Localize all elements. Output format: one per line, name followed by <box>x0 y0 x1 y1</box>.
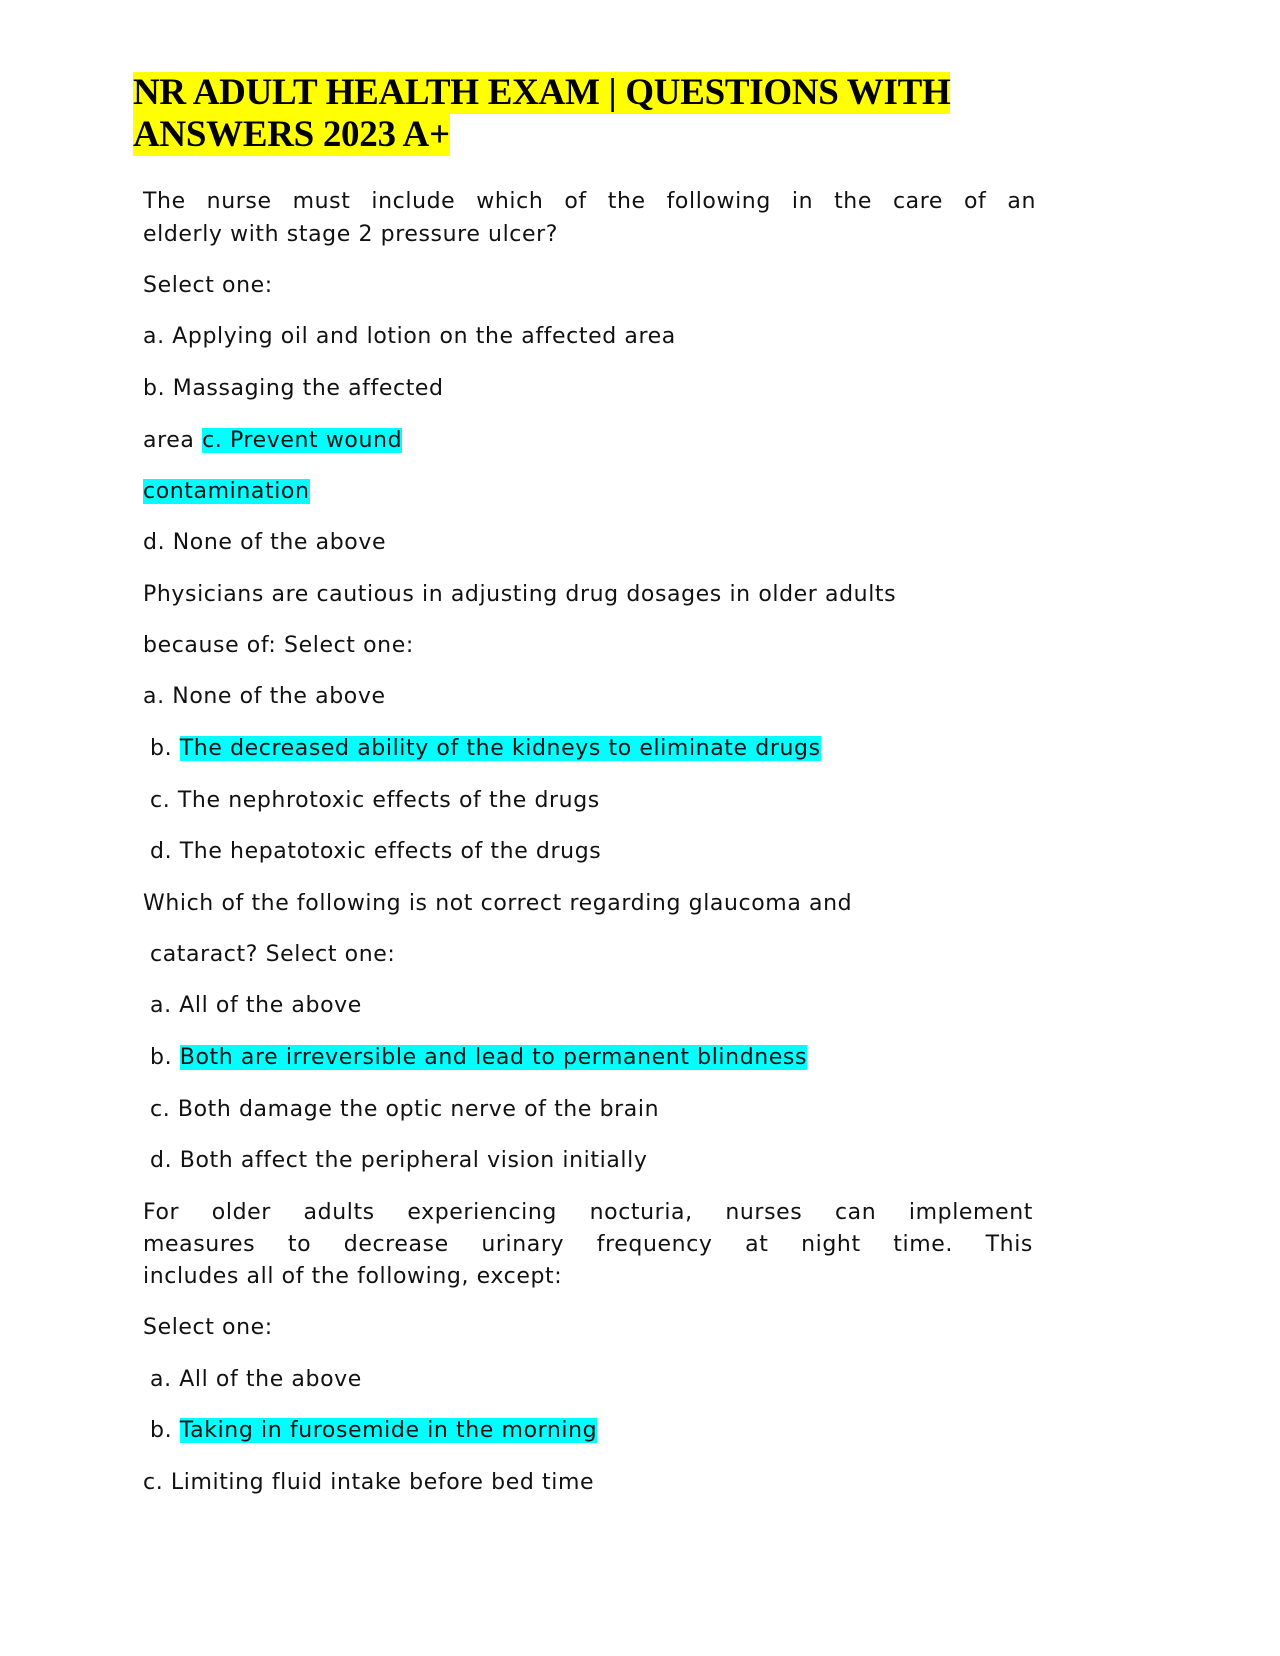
option-a: a. None of the above <box>143 684 386 709</box>
option-c: c. Both damage the optic nerve of the brain <box>150 1097 660 1122</box>
option-letter: b. <box>150 1045 173 1070</box>
option-d: d. None of the above <box>143 530 387 555</box>
question-stem: because of: Select one: <box>143 633 414 658</box>
question-stem: elderly with stage 2 pressure ulcer? <box>143 222 559 247</box>
question-stem: cataract? Select one: <box>150 942 396 967</box>
correct-answer-highlight: The decreased ability of the kidneys to eliminate drugs <box>179 736 821 761</box>
correct-answer-highlight: Both are irreversible and lead to permanent blindness <box>179 1045 808 1070</box>
question-stem: For older adults experiencing nocturia, nurses can implement <box>143 1200 1033 1225</box>
document-title-line-1: NR ADULT HEALTH EXAM | QUESTIONS WITH <box>133 72 951 113</box>
option-b-continued <box>143 427 402 455</box>
option-c: c. Limiting fluid intake before bed time <box>143 1470 595 1495</box>
option-b <box>150 1417 597 1445</box>
option-a: a. All of the above <box>150 993 362 1018</box>
option-a: a. All of the above <box>150 1367 362 1392</box>
option-b <box>150 735 821 763</box>
option-b: b. Massaging the affected <box>143 376 444 401</box>
question-stem: includes all of the following, except: <box>143 1264 563 1289</box>
question-stem: Physicians are cautious in adjusting drug dosages in older adults <box>143 582 897 607</box>
question-stem: The nurse must include which of the following in the care of an <box>143 189 1036 214</box>
option-a: a. Applying oil and lotion on the affected area <box>143 324 676 349</box>
select-one-label: Select one: <box>143 1315 273 1340</box>
select-one-label: Select one: <box>143 273 273 298</box>
option-letter: b. <box>150 736 173 761</box>
option-b-tail: area <box>143 428 195 453</box>
question-stem: measures to decrease urinary frequency at night time. This <box>143 1232 1033 1257</box>
option-d: d. Both affect the peripheral vision initially <box>150 1148 648 1173</box>
option-b <box>150 1044 807 1072</box>
option-letter: b. <box>150 1418 173 1443</box>
document-title-line-2: ANSWERS 2023 A+ <box>133 114 450 155</box>
option-c: c. The nephrotoxic effects of the drugs <box>150 788 600 813</box>
option-d: d. The hepatotoxic effects of the drugs <box>150 839 602 864</box>
correct-answer-highlight: contamination <box>143 479 310 504</box>
question-stem: Which of the following is not correct regarding glaucoma and <box>143 891 853 916</box>
correct-answer-highlight: Taking in furosemide in the morning <box>179 1418 598 1443</box>
correct-answer-highlight: c. Prevent wound <box>202 428 403 453</box>
